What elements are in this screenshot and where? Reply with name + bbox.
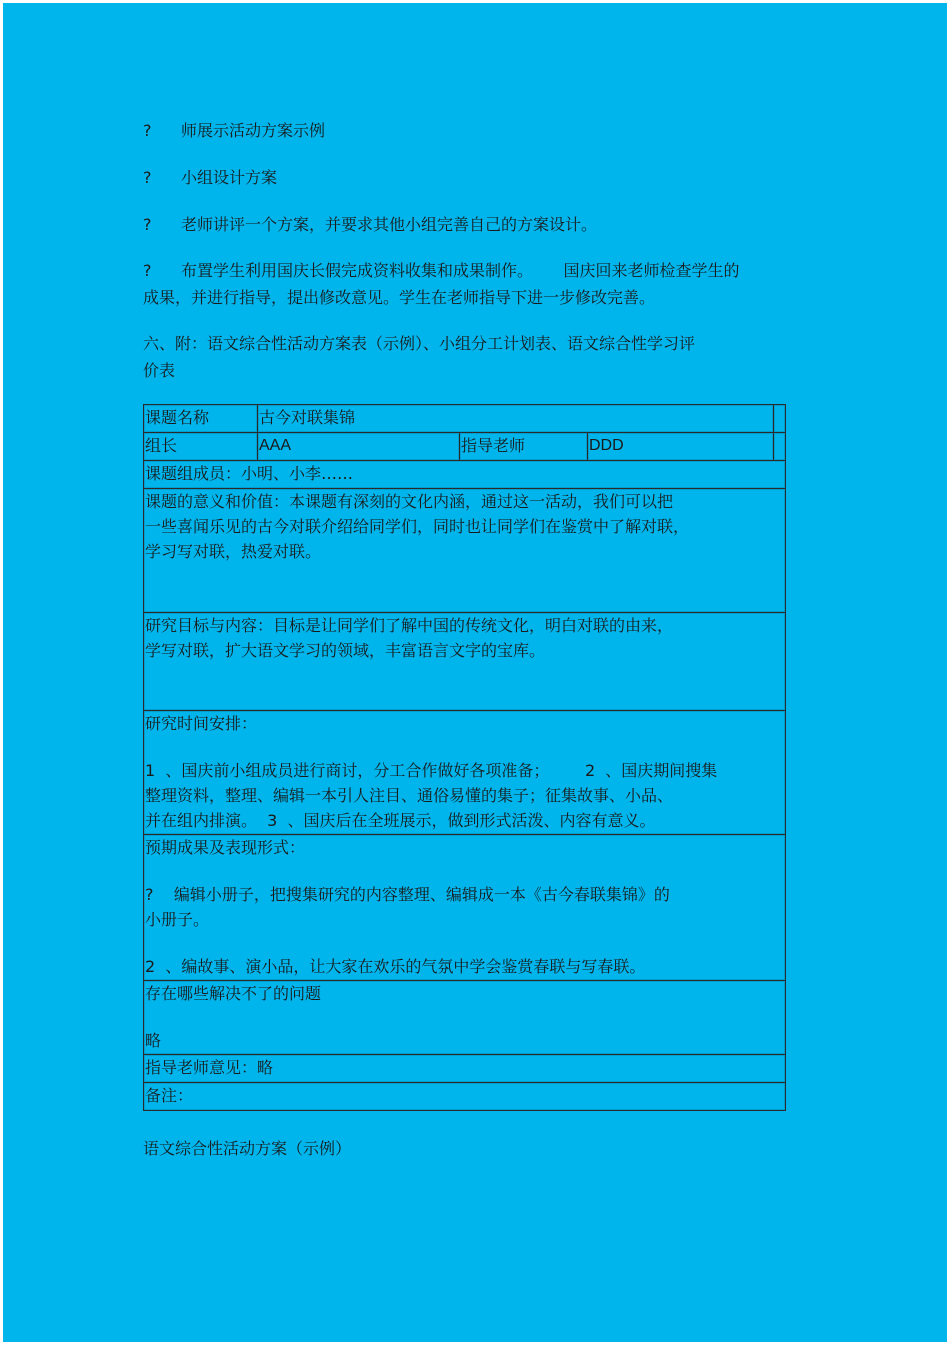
bullet-text-continued: 成果，并进行指导，提出修改意见。学生在老师指导下进一步修改完善。 <box>143 288 656 307</box>
advisor-opinion-cell: 指导老师意见：略 <box>144 1055 786 1083</box>
table-row <box>144 981 786 1055</box>
schedule-title: 研究时间安排： <box>145 714 258 733</box>
members-cell: 课题组成员：小明、小李…… <box>144 461 786 489</box>
bullet-text: 小组设计方案 <box>181 168 278 187</box>
bullet-mark: ? <box>143 215 152 234</box>
problems-value: 略 <box>145 1031 162 1050</box>
goals-cell <box>144 613 786 711</box>
schedule-line: 1 、国庆前小组成员进行商讨，分工合作做好各项准备； 2 、国庆期间搜集 <box>145 761 718 780</box>
bullet-mark: ? <box>143 168 152 187</box>
remarks-cell: 备注： <box>144 1083 786 1111</box>
results-cell <box>144 835 786 981</box>
problems-cell <box>144 981 786 1055</box>
table-row <box>144 1055 786 1083</box>
table-row <box>144 835 786 981</box>
leader-value: AAA <box>258 433 460 461</box>
bullet-item <box>143 117 803 144</box>
bullet-item <box>143 257 803 311</box>
topic-value: 古今对联集锦 <box>258 405 774 433</box>
bullet-text: 布置学生利用国庆长假完成资料收集和成果制作。 国庆回来老师检查学生的 <box>181 261 740 280</box>
section-six-heading <box>143 330 803 384</box>
significance-line: 课题的意义和价值：本课题有深刻的文化内涵，通过这一活动，我们可以把 <box>145 492 674 511</box>
schedule-line: 并在组内排演。 3 、国庆后在全班展示，做到形式活泼、内容有意义。 <box>145 811 656 830</box>
footer-title: 语文综合性活动方案（示例） <box>143 1139 352 1158</box>
advisor-value: DDD <box>588 433 774 461</box>
table-row <box>144 711 786 835</box>
table-row <box>144 461 786 489</box>
results-line: 小册子。 <box>145 910 210 929</box>
table-row <box>144 405 786 433</box>
table-row <box>144 1083 786 1111</box>
results-line: 2 、编故事、演小品，让大家在欢乐的气氛中学会鉴赏春联与写春联。 <box>145 957 646 976</box>
leader-label: 组长 <box>144 433 258 461</box>
goals-line: 研究目标与内容：目标是让同学们了解中国的传统文化，明白对联的由来， <box>145 616 674 635</box>
significance-cell <box>144 489 786 613</box>
bullet-text: 师展示活动方案示例 <box>181 121 326 140</box>
bullet-mark: ? <box>143 121 152 140</box>
topic-label: 课题名称 <box>144 405 258 433</box>
advisor-label: 指导老师 <box>460 433 588 461</box>
table-row <box>144 489 786 613</box>
activity-plan-table <box>143 404 786 1111</box>
results-title: 预期成果及表现形式： <box>145 838 306 857</box>
problems-title: 存在哪些解决不了的问题 <box>145 984 322 1003</box>
empty-cell <box>774 405 786 433</box>
table-row <box>144 433 786 461</box>
schedule-cell <box>144 711 786 835</box>
significance-line: 一些喜闻乐见的古今对联介绍给同学们，同时也让同学们在鉴赏中了解对联， <box>145 517 690 536</box>
schedule-line: 整理资料，整理、编辑一本引人注目、通俗易懂的集子；征集故事、小品、 <box>145 786 674 805</box>
section-six-line: 价表 <box>143 361 176 380</box>
bullet-mark: ? <box>143 261 152 280</box>
goals-line: 学写对联，扩大语文学习的领域，丰富语言文字的宝库。 <box>145 641 546 660</box>
bullet-item <box>143 211 803 238</box>
empty-cell <box>774 433 786 461</box>
section-six-line: 六、附：语文综合性活动方案表（示例）、小组分工计划表、语文综合性学习评 <box>143 334 696 353</box>
significance-line: 学习写对联，热爱对联。 <box>145 542 322 561</box>
bullet-text: 老师讲评一个方案，并要求其他小组完善自己的方案设计。 <box>181 215 598 234</box>
bullet-item <box>143 164 803 191</box>
table-row <box>144 613 786 711</box>
results-line: ? 编辑小册子，把搜集研究的内容整理、编辑成一本《古今春联集锦》的 <box>145 885 670 904</box>
